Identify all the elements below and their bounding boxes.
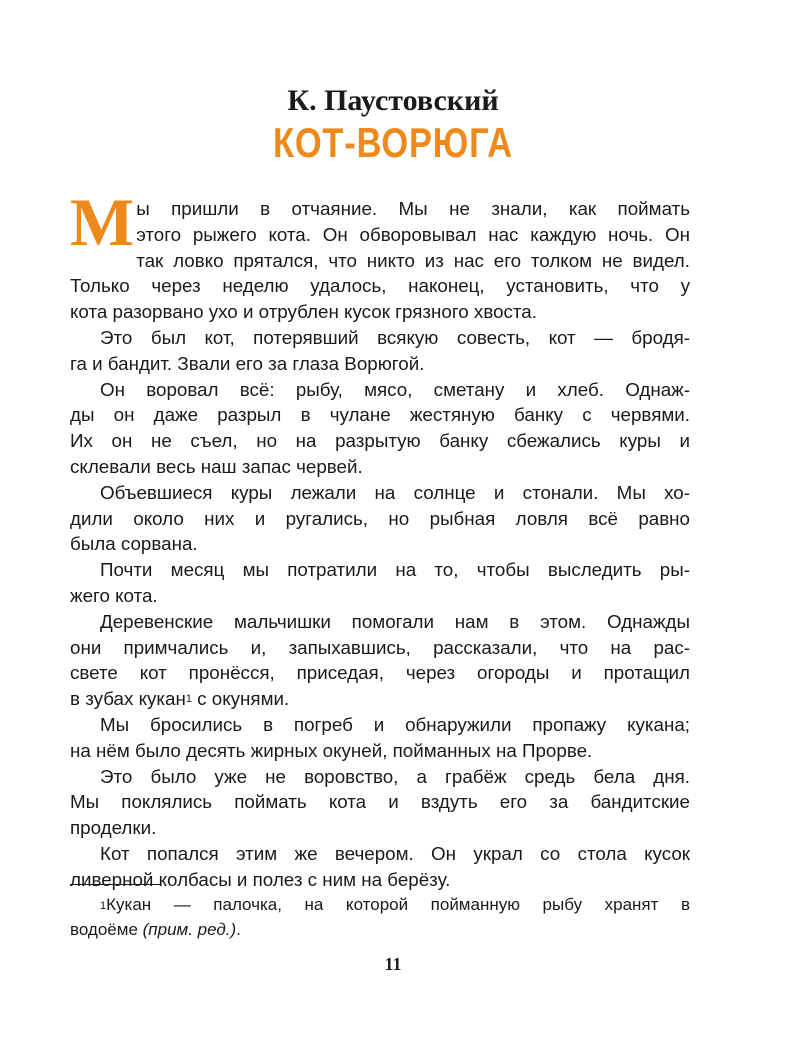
text-line: дили около них и ругались, но рыбная ловля всё равно bbox=[70, 507, 690, 529]
text-line: так ловко прятался, что никто из нас его толком не видел. bbox=[136, 249, 690, 271]
text-line: Мы поклялись поймать кота и вздуть его за бандитские bbox=[70, 791, 690, 813]
text-fragment: в зубах кукан bbox=[70, 688, 186, 710]
text-line: Это было уже не воровство, а грабёж средь бела дня. bbox=[100, 765, 690, 787]
text-line: ы пришли в отчаяние. Мы не знали, как поймать bbox=[136, 198, 690, 219]
text-line: они примчались и, запыхавшись, рассказали, что на рас- bbox=[70, 636, 690, 658]
text-line: Почти месяц мы потратили на то, чтобы выследить ры- bbox=[100, 559, 690, 581]
text-fragment: с окунями. bbox=[191, 688, 290, 710]
text-line: ливерной колбасы и полез с ним на берёзу. bbox=[70, 868, 451, 890]
text-line: жего кота. bbox=[70, 584, 158, 606]
text-line: свете кот пронёсся, приседая, через огороды и протащил bbox=[70, 662, 690, 684]
footnote-mark: 1 bbox=[100, 900, 107, 912]
text-line: проделки. bbox=[70, 817, 157, 839]
text-line: Только через неделю удалось, наконец, установить, что у bbox=[70, 275, 690, 297]
text-line: Их он не съел, но на разрытую банку сбежались куры и bbox=[70, 430, 690, 452]
text-line: Деревенские мальчишки помогали нам в этом. Однажды bbox=[100, 610, 690, 632]
text-line: ды он даже разрыл в чулане жестяную банку с червями. bbox=[70, 404, 690, 426]
paragraph-6 bbox=[70, 609, 690, 712]
paragraph-2 bbox=[70, 325, 690, 377]
footnote bbox=[70, 892, 690, 942]
story-text bbox=[70, 184, 690, 893]
page-number: 11 bbox=[384, 954, 402, 974]
footnote-line bbox=[70, 917, 690, 942]
footnote-text: . bbox=[236, 920, 241, 939]
text-line: Кот попался этим же вечером. Он украл со стола кусок bbox=[100, 842, 690, 864]
paragraph-5 bbox=[70, 557, 690, 609]
footnote-divider bbox=[70, 884, 160, 885]
text-line: этого рыжего кота. Он обворовывал нас каждую ночь. Он bbox=[136, 223, 690, 245]
footnote-line bbox=[70, 892, 690, 917]
text-line: Он воровал всё: рыбу, мясо, сметану и хлеб. Однаж- bbox=[100, 378, 690, 400]
footnote-text: водоёме bbox=[70, 920, 143, 939]
text-line: Объевшиеся куры лежали на солнце и стонали. Мы хо- bbox=[100, 481, 690, 503]
story-title: КОТ-ВОРЮГА bbox=[272, 119, 514, 166]
footnote-reference-mark: 1 bbox=[185, 693, 192, 706]
text-line bbox=[70, 686, 690, 712]
paragraph-4 bbox=[70, 480, 690, 557]
paragraph-3 bbox=[70, 377, 690, 480]
editor-note: (прим. ред.) bbox=[142, 920, 237, 939]
text-line: га и бандит. Звали его за глаза Ворюгой. bbox=[70, 352, 425, 374]
text-line: склевали весь наш запас червей. bbox=[70, 455, 363, 477]
text-line: была сорвана. bbox=[70, 533, 198, 555]
text-line: Это был кот, потерявший всякую совесть, кот — бродя- bbox=[100, 326, 690, 348]
text-line: на нём было десять жирных окуней, пойманных на Прорве. bbox=[70, 739, 593, 761]
text-line: кота разорвано ухо и отрублен кусок грязного хвоста. bbox=[70, 301, 537, 323]
author-name: К. Паустовский bbox=[287, 84, 499, 117]
drop-cap-letter: М bbox=[70, 184, 135, 260]
text-line: Мы бросились в погреб и обнаружили пропажу кукана; bbox=[100, 713, 690, 735]
footnote-text: Кукан — палочка, на которой пойманную рыбу хранят в bbox=[106, 895, 690, 914]
paragraph-7 bbox=[70, 712, 690, 764]
paragraph-1 bbox=[70, 184, 690, 325]
paragraph-9 bbox=[70, 841, 690, 893]
paragraph-8 bbox=[70, 764, 690, 841]
